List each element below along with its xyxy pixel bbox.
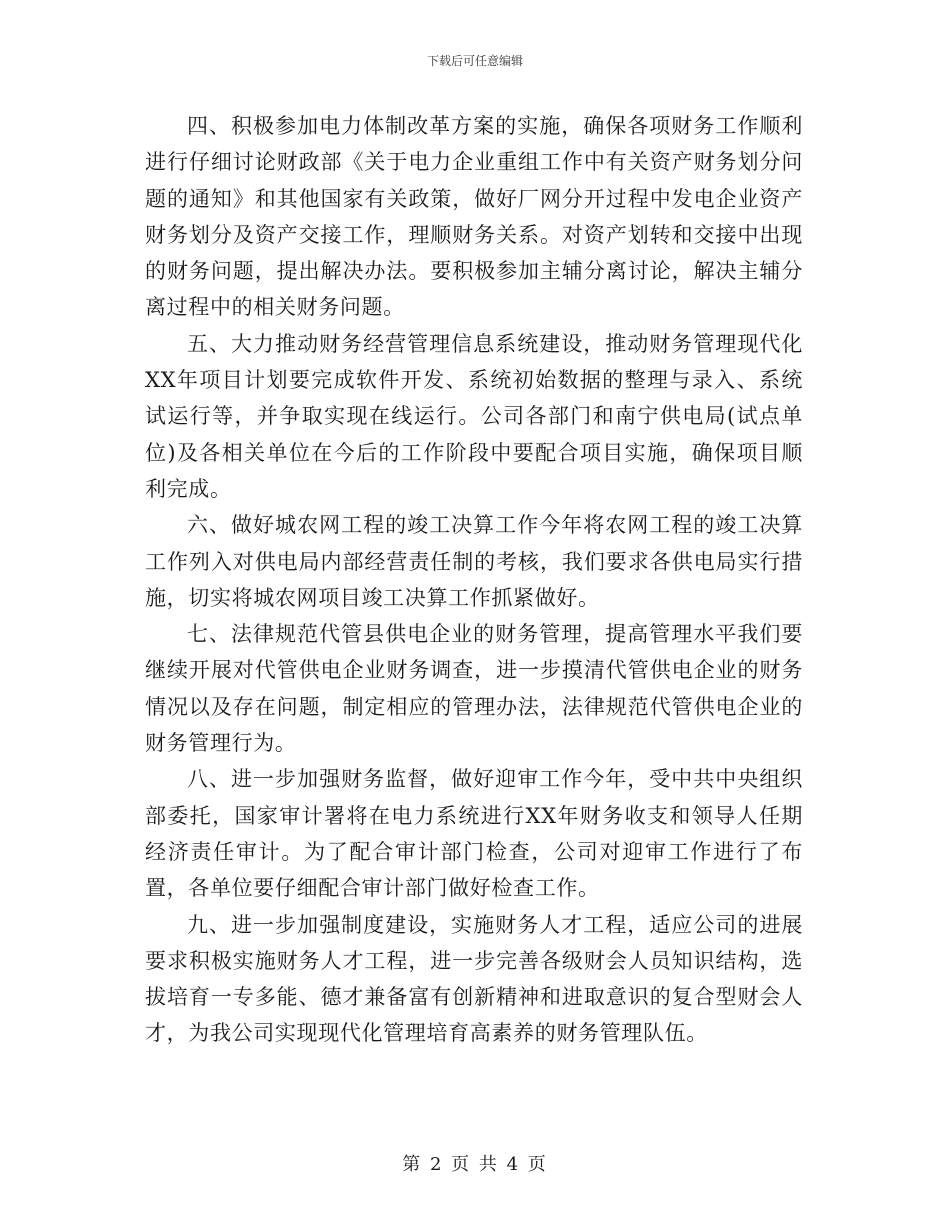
page-number: 第 2 页 共 4 页 <box>402 1154 548 1175</box>
document-body <box>145 108 803 1052</box>
page-header: 下载后可任意编辑 <box>426 54 523 68</box>
paragraph-6: 六、做好城农网工程的竣工决算工作今年将农网工程的竣工决算工作列入对供电局内部经营责任制的考核，我们要求各供电局实行措施，切实将城农网项目竣工决算工作抓紧做好。 <box>145 513 803 610</box>
paragraph-9: 九、进一步加强制度建设，实施财务人才工程，适应公司的进展要求积极实施财务人才工程，进一步完善各级财会人员知识结构，选拔培育一专多能、德才兼备富有创新精神和进取意识的复合型财会人才，为我公司实现现代化管理培育高素养的财务管理队伍。 <box>145 912 803 1046</box>
paragraph-8: 八、进一步加强财务监督，做好迎审工作今年，受中共中央组织部委托，国家审计署将在电力系统进行XX年财务收支和领导人任期经济责任审计。为了配合审计部门检查，公司对迎审工作进行了布置，各单位要仔细配合审计部门做好检查工作。 <box>145 767 803 901</box>
paragraph-4: 四、积极参加电力体制改革方案的实施，确保各项财务工作顺利进行仔细讨论财政部《关于电力企业重组工作中有关资产财务划分问题的通知》和其他国家有关政策，做好厂网分开过程中发电企业资产财务划分及资产交接工作，理顺财务关系。对资产划转和交接中出现的财务问题，提出解决办法。要积极参加主辅分离讨论，解决主辅分离过程中的相关财务问题。 <box>145 114 803 320</box>
paragraph-5: 五、大力推动财务经营管理信息系统建设，推动财务管理现代化XX年项目计划要完成软件开发、系统初始数据的整理与录入、系统试运行等，并争取实现在线运行。公司各部门和南宁供电局(试点单位)及各相关单位在今后的工作阶段中要配合项目实施，确保项目顺利完成。 <box>145 331 803 501</box>
paragraph-7: 七、法律规范代管县供电企业的财务管理，提高管理水平我们要继续开展对代管供电企业财务调查，进一步摸清代管供电企业的财务情况以及存在问题，制定相应的管理办法，法律规范代管供电企业的财务管理行为。 <box>145 622 803 756</box>
